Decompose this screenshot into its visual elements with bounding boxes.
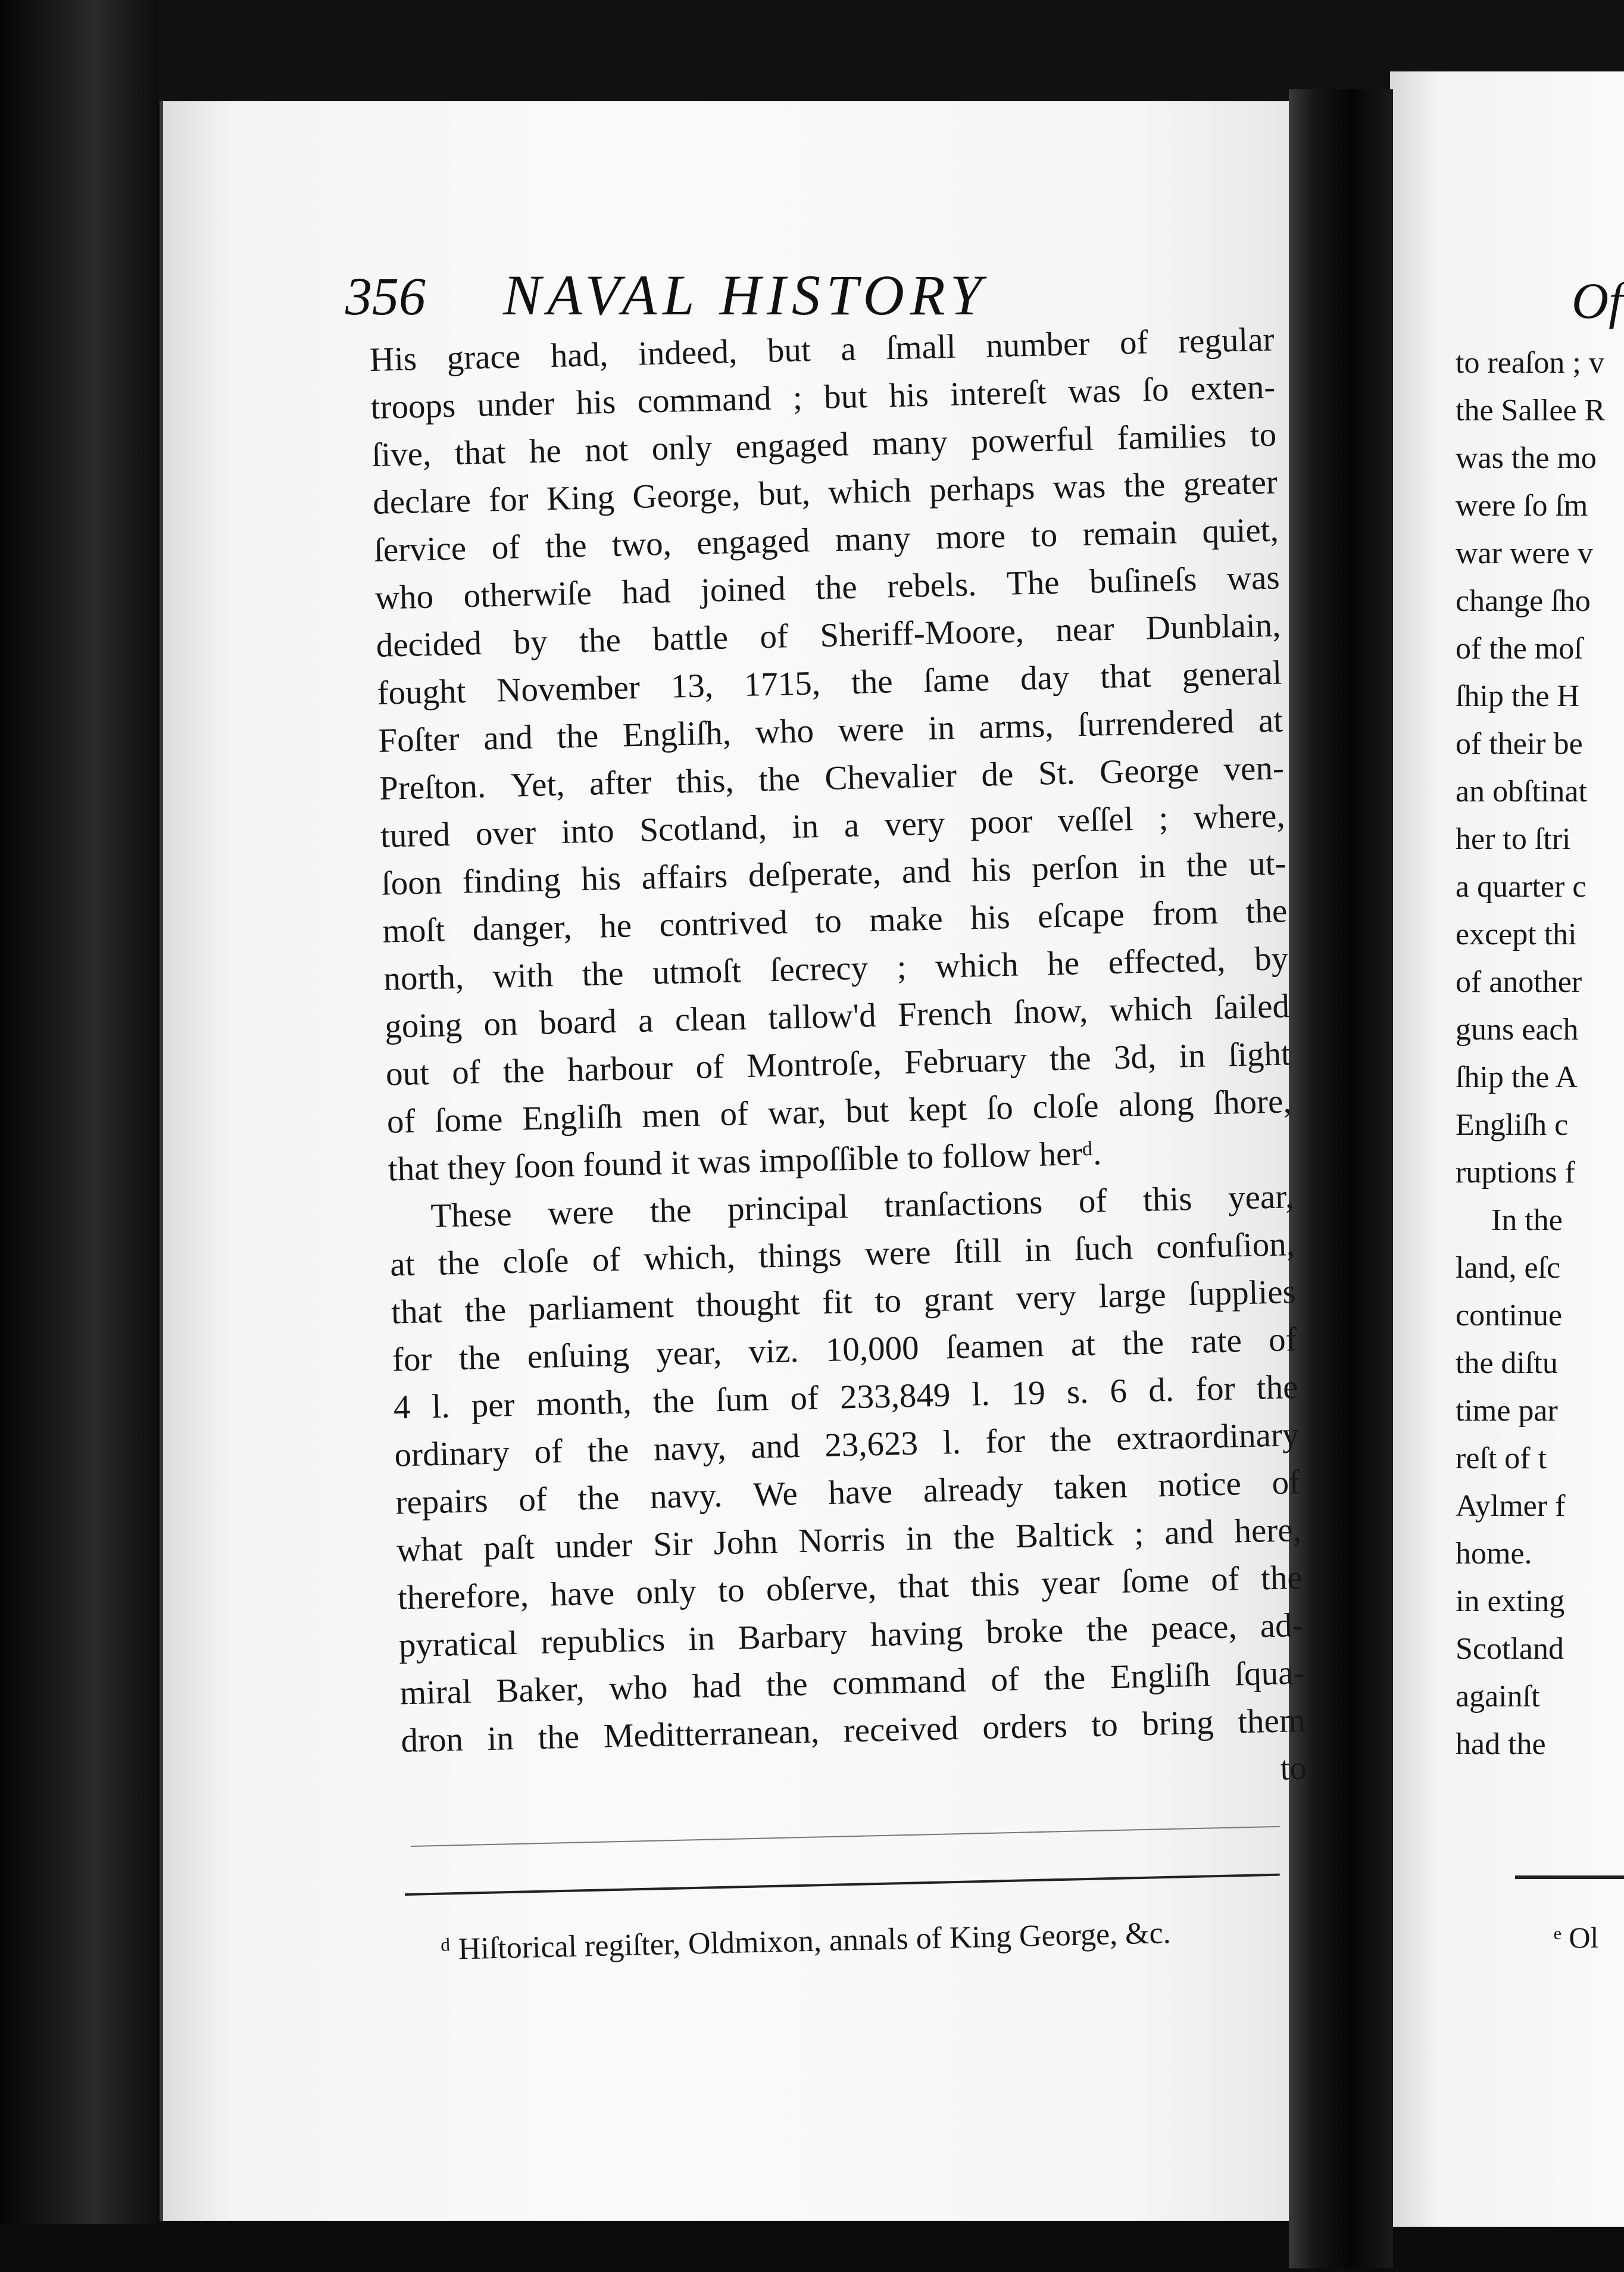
text-line: that they ſoon found it was impoſſible to follow herᵈ. (388, 1134, 1102, 1188)
text-line: Scotland (1456, 1632, 1564, 1666)
text-line: ſervice of the two, engaged many more to remain quiet, (373, 511, 1279, 569)
text-line: Preſton. Yet, after this, the Chevalier de St. George ven- (379, 749, 1285, 807)
running-head (345, 262, 1191, 328)
right-page-running-head: Of (1572, 272, 1623, 329)
right-page-text (1456, 339, 1624, 1768)
text-line: ordinary of the navy, and 23,623 l. for the extraordinary (393, 1416, 1300, 1474)
text-line: pyratical republics in Barbary having broke the peace, ad- (398, 1606, 1304, 1665)
scan-border-left (0, 0, 158, 2272)
text-line: 4 l. per month, the ſum of 233,849 l. 19 s. 6 d. for the (393, 1368, 1299, 1427)
text-line: reſt of t (1456, 1441, 1547, 1475)
text-line: ruptions f (1456, 1156, 1575, 1190)
text-line: guns each (1456, 1013, 1579, 1047)
text-line: In the (1491, 1203, 1563, 1237)
text-line: was the mo (1456, 441, 1597, 475)
text-line: who otherwiſe had joined the rebels. The buſineſs was (374, 558, 1281, 617)
text-line: were ſo ſm (1456, 489, 1588, 523)
text-line: what paſt under Sir John Norris in the Baltick ; and here, (396, 1511, 1302, 1569)
text-line: of the moſ (1456, 632, 1583, 666)
text-line: north, with the utmoſt ſecrecy ; which he effected, by (383, 940, 1289, 998)
text-line: of their be (1456, 727, 1583, 761)
text-line: war were v (1456, 536, 1593, 570)
text-line: that the parliament thought fit to grant very large ſupplies (391, 1273, 1297, 1331)
text-line: in exting (1456, 1584, 1565, 1618)
text-line: for the enſuing year, viz. 10,000 ſeamen at the rate of (392, 1321, 1298, 1379)
text-line: miral Baker, who had the command of the Engliſh ſqua- (399, 1653, 1306, 1712)
text-line: at the cloſe of which, things were ſtill in ſuch confuſion, (389, 1225, 1295, 1284)
text-line: her to ſtri (1456, 822, 1571, 856)
text-line: His grace had, indeed, but a ſmall number of regular (369, 320, 1275, 379)
text-line: to reaſon ; v (1456, 346, 1604, 380)
text-line: continue (1456, 1299, 1563, 1332)
text-line: change ſho (1456, 584, 1591, 618)
text-line: the Sallee R (1456, 394, 1606, 427)
scan-border-top (0, 0, 1624, 104)
text-line: ſhip the A (1456, 1060, 1578, 1094)
text-line: ſoon finding his affairs deſperate, and his perſon in the ut- (381, 844, 1287, 903)
text-line: Aylmer f (1456, 1489, 1566, 1523)
text-line: declare for King George, but, which perhaps was the greater (372, 463, 1278, 522)
page-number: 356 (345, 267, 426, 326)
text-line: time par (1456, 1394, 1558, 1428)
body-text (369, 316, 1307, 1813)
text-line: decided by the battle of Sheriff-Moore, near Dunblain, (376, 606, 1282, 664)
text-line: moſt danger, he contrived to make his eſcape from the (382, 892, 1288, 950)
text-line: an obſtinat (1456, 775, 1587, 809)
right-page-footnote-rule (1515, 1875, 1624, 1879)
text-line: againſt (1456, 1680, 1540, 1714)
book-gutter (1289, 89, 1393, 2268)
text-line: therefore, have only to obſerve, that this year ſome of the (397, 1558, 1303, 1617)
text-line: had the (1456, 1727, 1546, 1761)
text-line: land, eſc (1456, 1251, 1561, 1285)
catchword: to (1279, 1749, 1307, 1787)
text-line: home. (1456, 1537, 1532, 1571)
text-line: of another (1456, 965, 1582, 999)
text-line: dron in the Meditterranean, received orders to bring them (400, 1701, 1306, 1760)
text-line: These were the principal tranſactions of this year, (430, 1178, 1294, 1235)
text-line: except thi (1456, 917, 1577, 951)
text-line: a quarter c (1456, 870, 1586, 904)
text-line: troops under his command ; but his intereſt was ſo exten- (370, 368, 1276, 426)
footnote: ᵈ Hiſtorical regiſter, Oldmixon, annals of King George, &c. (441, 1916, 1172, 1967)
text-line: tured over into Scotland, in a very poor veſſel ; where, (380, 797, 1286, 855)
text-line: the diſtu (1456, 1346, 1558, 1380)
text-line: Engliſh c (1456, 1108, 1569, 1142)
text-line: of ſome Engliſh men of war, but kept ſo cloſe along ſhore, (386, 1082, 1292, 1141)
text-line: ſhip the H (1456, 679, 1579, 713)
text-line: fought November 13, 1715, the ſame day that general (376, 654, 1282, 712)
text-line: going on board a clean tallow'd French ſnow, which ſailed (384, 987, 1290, 1046)
text-line: repairs of the navy. We have already taken notice of (395, 1463, 1301, 1522)
text-line: out of the harbour of Montroſe, February the 3d, in ſight (385, 1035, 1291, 1093)
page-title: NAVAL HISTORY (503, 263, 988, 327)
text-line: Foſter and the Engliſh, who were in arms, ſurrendered at (377, 701, 1283, 760)
text-line: ſive, that he not only engaged many powerful families to (371, 416, 1277, 474)
right-page-footnote: ᵉ Ol (1554, 1921, 1599, 1954)
